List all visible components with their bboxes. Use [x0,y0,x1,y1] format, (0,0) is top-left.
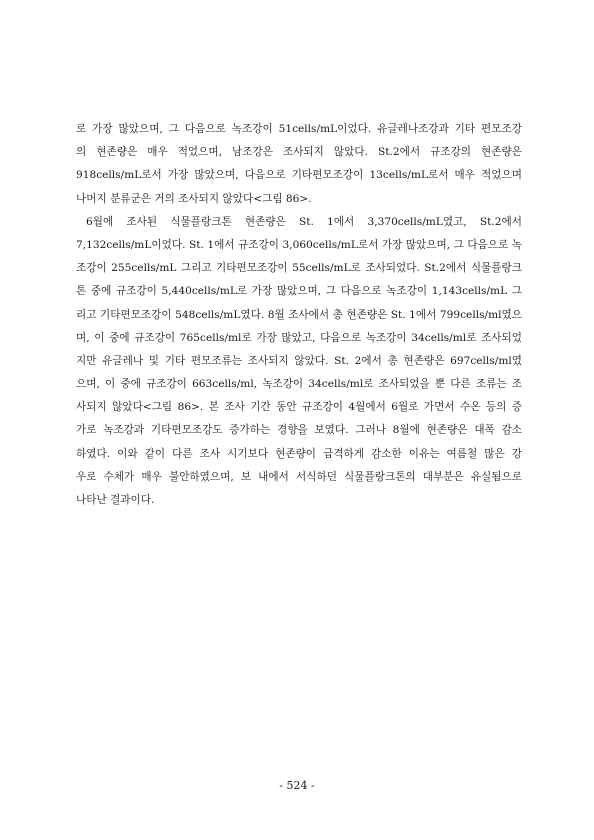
text-line: 톤 중에 규조강이 5,440cells/mL로 가장 많았으며, 그 다음으로 녹조강이 1,143cells/mL 그 [76,285,522,298]
text-line: 의 현존량은 매우 적었으며, 남조강은 조사되지 않았다. St.2에서 규조강의 현존량은 [76,146,522,159]
text-line: 가로 녹조강과 기타편모조강도 증가하는 경향을 보였다. 그러나 8월에 현존량은 대폭 감소 [76,424,522,437]
text-line: 나타난 결과이다. [76,494,155,506]
text-line: 우로 수체가 매우 불안하였으며, 보 내에서 서식하던 식물플랑크톤의 대부분은 유실됨으로 [76,470,522,483]
text-line: 지만 유글레나 및 기타 편모조류는 조사되지 않았다. St. 2에서 총 현존량은 697cells/ml였 [76,354,522,367]
text-line: 918cells/mL로서 가장 많았으며, 다음으로 기타편모조강이 13cells/mL로서 매우 적었으며 [76,169,522,182]
text-line: 로 가장 많았으며, 그 다음으로 녹조강이 51cells/mL이었다. 유글레나조강과 기타 편모조강 [76,123,522,135]
text-line: 6월에 조사된 식물플랑크톤 현존량은 St. 1에서 3,370cells/mL였고, St.2에서 [86,215,522,228]
text-line: 하였다. 이와 같이 다른 조사 시기보다 현존량이 급격하게 감소한 이유는 여름철 많은 강 [76,447,522,460]
page-number: - 524 - [279,779,315,792]
text-line: 으며, 이 중에 규조강이 663cells/ml, 녹조강이 34cells/ml로 조사되었을 뿐 다른 조류는 조 [76,378,522,391]
text-line: 며, 이 중에 규조강이 765cells/ml로 가장 많았고, 다음으로 녹조강이 34cells/ml로 조사되었 [76,331,522,344]
text-line: 조강이 255cells/mL 그리고 기타편모조강이 55cells/mL로 조사되었다. St.2에서 식물플랑크 [76,262,522,275]
text-line: 나머지 분류군은 거의 조사되지 않았다<그림 86>. [76,192,312,205]
text-line: 7,132cells/mL이었다. St. 1에서 규조강이 3,060cells/mL로서 가장 많았으며, 그 다음으로 녹 [76,238,522,251]
body-text [76,118,522,512]
text-line: 리고 기타편모조강이 548cells/mL였다. 8월 조사에서 총 현존량은 St. 1에서 799cells/ml였으 [76,308,522,321]
text-line: 사되지 않았다<그림 86>. 본 조사 기간 동안 규조강이 4월에서 6월로 가면서 수온 등의 증 [76,401,522,414]
